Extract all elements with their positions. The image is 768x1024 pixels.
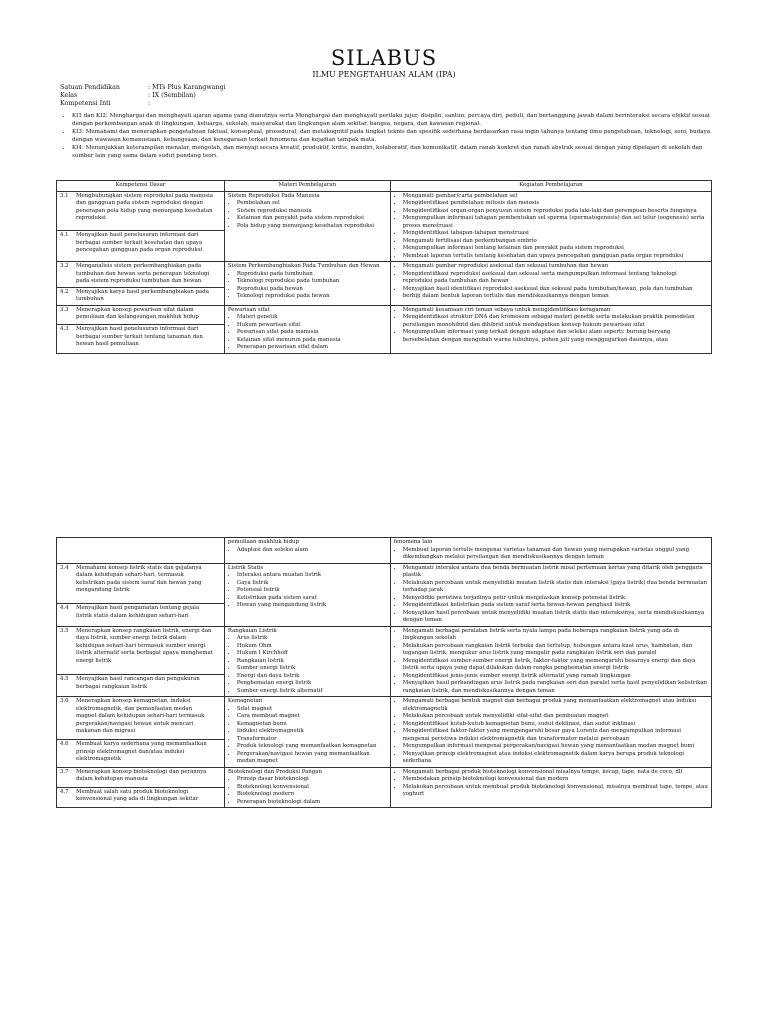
- materi-list: [228, 271, 387, 301]
- table-row: [57, 262, 712, 288]
- kegiatan-item: • Mengidentifikasi pembelahan mitosis dan meiosis: [403, 200, 708, 208]
- kegiatan-list: [394, 307, 708, 345]
- materi-item: • Materi genetik: [237, 314, 387, 322]
- meta-row: [60, 84, 226, 92]
- kd-number: 3.1: [60, 192, 69, 199]
- kegiatan-item: • Mengumpulkan informasi yang terkait dengan adaptasi dan seleksi alam seperti: burung beryang bersebelahan dengan mengubah warna tubuhnya, pohon jati yang menggugurkan daunnya, atau: [403, 329, 708, 344]
- table-row: [57, 767, 712, 787]
- materi-list: [228, 776, 387, 806]
- materi-item: • Pergerakan/navigasi hewan yang memanfaatkan medan magnet: [237, 751, 387, 766]
- kegiatan-item: • Melakukan percobaan rangkaian listrik terbuka dan tertutup, hubungan antara kuat arus, hambatan, dan tegangan listrik, mengukur arus listrik yang mengalir pada rangkaian listrik seri dan paralel: [403, 643, 708, 658]
- kegiatan-item: • Mengumpulkan informasi tentang kelainan dan penyakit pada sistem reproduksi: [403, 245, 708, 253]
- header-kompetensi-dasar: Kompetensi Dasar: [57, 181, 225, 192]
- materi-title: Listrik Statis: [227, 564, 264, 571]
- kd-number: 3.6: [60, 698, 69, 704]
- header-materi: Materi Pembelajaran: [224, 181, 390, 192]
- kd-number: 4.7: [60, 788, 69, 795]
- materi-item: • Hukum Ohm: [237, 643, 387, 651]
- materi-item: • Bioteknologi konvensional: [237, 784, 387, 792]
- table-header-row: [57, 181, 712, 192]
- materi-item: • Sifat magnet: [237, 706, 387, 714]
- kegiatan-item: • Mengidentifikasi kelistrikan pada sistem saraf serta hewan-hewan penghasil listrik: [403, 602, 708, 610]
- materi-cell: [224, 767, 390, 808]
- kd-text: Memahami konsep listrik statis dan gejalanya dalam kehidupan sehari-hari, termasuk kelistrikan pada sistem saraf dan hewan yang mengandung listrik: [76, 564, 202, 593]
- kd-text: Menyajikan hasil penelusuran informasi dari berbagai sumber terkait tentang tanaman dan hewan hasil pemuliaan: [76, 326, 203, 348]
- materi-item: • Kelistrikan pada sistem saraf: [237, 595, 387, 603]
- kegiatan-item: • Mengamati gambar/carta pembelahan sel: [403, 193, 708, 201]
- kd-text: Membuat salah satu produk bioteknologi konvensional yang ada di lingkungan sekitar: [76, 788, 199, 803]
- kd-number: 3.2: [60, 263, 69, 269]
- kd-cell: [57, 262, 225, 288]
- kegiatan-item: • Mengamati fertilisasi dan perkembangan embrio: [403, 238, 708, 246]
- kegiatan-cell: [390, 191, 711, 262]
- kd-cell: [57, 604, 225, 626]
- kegiatan-list: [394, 769, 708, 799]
- kd-cell: [57, 538, 225, 564]
- kegiatan-item: • Mengamati berbagai produk bioteknologi konvensional misalnya tempe, kecap, tape, nata de coco, dll: [403, 769, 708, 777]
- kd-number: 3.7: [60, 768, 69, 775]
- materi-item: • Interaksi antara muatan listrik: [237, 572, 387, 580]
- meta-row: [60, 92, 226, 100]
- kd-text: Menyajikan hasil penelusuran informasi dari berbagai sumber terkait kesehatan dan upaya pencegahan gangguan pada organ reproduksi: [76, 232, 203, 254]
- kegiatan-item: • Mengidentifikasi organ-organ penyusun sistem reproduksi pada laki-laki dan perempuan beserta fungsinya: [403, 208, 708, 216]
- kd-cell: [57, 740, 225, 767]
- kegiatan-cell: [390, 697, 711, 768]
- kd-text: Membuat karya sederhana yang memanfaatkan prinsip elektromagnet dan/atau induksi elektromagnetik: [76, 741, 207, 763]
- materi-title: Sistem Perkembangbiakan Pada Tumbuhan dan Hewan: [227, 263, 380, 269]
- materi-item: • Reproduksi pada tumbuhan: [237, 271, 387, 279]
- kegiatan-item: • Melakukan percobaan untuk menyelidiki sifat-sifat dan pembuatan magnet: [403, 713, 708, 721]
- kd-number: 4.3: [60, 326, 69, 333]
- materi-item: • Penghematan energi listrik: [237, 680, 387, 688]
- syllabus-table-1: [56, 180, 712, 354]
- kegiatan-item: • Mengamati interaksi antara dua benda bermuatan listrik misal pertemuan kertas yang ditarik oleh penggaris plastik: [403, 565, 708, 580]
- kd-text: Menganalisis sistem perkembangbiakan pada tumbuhan dan hewan serta penerapan teknologi pada sistem reproduksi tumbuhan dan hewan: [76, 263, 210, 284]
- materi-item: • Transformator: [237, 736, 387, 744]
- materi-item: • Kelainan sifat menurun pada manusia: [237, 337, 387, 345]
- kegiatan-item: • Melakukan percobaan untuk menyelidiki muatan listrik statis dan interaksi (gaya listrik) dua benda bermuatan terhadap jarak: [403, 580, 708, 595]
- kd-number: 4.2: [60, 288, 69, 295]
- materi-item: • Produk teknologi yang memanfaatkan kemagnetan: [237, 743, 387, 751]
- materi-item: • Pembelahan sel: [237, 200, 387, 208]
- kegiatan-item: • Mengidentifikasi faktor-faktor yang mempengaruhi besar gaya Lorentz dan mengumpulkan informasi mengenai peristiwa induksi elektromagnetik dan transformator melalui percobaan: [403, 728, 708, 743]
- materi-list: [228, 706, 387, 766]
- materi-cell: [224, 626, 390, 697]
- table-row: [57, 697, 712, 740]
- syllabus-table-2: [56, 537, 712, 808]
- materi-item: • Penerapan pewarisan sifat dalam: [237, 344, 387, 352]
- kd-text: Menerapkan konsep kemagnetan, induksi elektromagnetik, dan pemanfaatan medan magnet dalam kehidupan sehari-hari termasuk pergerakan/navigasi hewan untuk mencari makanan dan migrasi: [76, 698, 205, 734]
- kegiatan-item: • Mengumpulkan informasi mengenai pergerakan/navigasi hewan yang memanfaatkan medan magnet bumi: [403, 743, 708, 751]
- materi-title: Bioteknologi dan Produksi Pangan: [227, 768, 322, 775]
- materi-item: • Pola hidup yang menunjang kesehatan reproduksi: [237, 223, 387, 231]
- kegiatan-list: [394, 547, 708, 562]
- materi-list: [228, 572, 387, 610]
- kd-number: 4.5: [60, 676, 69, 683]
- materi-item: • Bioteknologi modern: [237, 791, 387, 799]
- materi-cell: [224, 563, 390, 626]
- materi-item: • Potensial listrik: [237, 587, 387, 595]
- kegiatan-cell: [390, 767, 711, 808]
- table-row: [57, 563, 712, 604]
- kegiatan-item: • Mengidentifikasi kutub-kutub kemagnetan bumi, sudut deklinasi, dan sudut inklinasi: [403, 721, 708, 729]
- kd-number: 4.4: [60, 605, 69, 612]
- kegiatan-item: • Mengamati berbagai peralatan listrik serta nyala lampu pada beberapa rangkaian listrik yang ada di lingkungan sekolah: [403, 628, 708, 643]
- materi-list: [228, 314, 387, 352]
- kegiatan-item: • Mengamati kesamaan ciri teman sebaya untuk mengidentifikasi keragaman: [403, 307, 708, 315]
- kd-cell: [57, 697, 225, 740]
- kegiatan-cell: [390, 563, 711, 626]
- materi-cell: [224, 538, 390, 564]
- table-row: [57, 305, 712, 325]
- kegiatan-item: • Mengidentifikasi struktur DNA dan kromosom sebagai materi genetik serta melakukan praktik pemodelan persilangan monohibrid dan dihibrid untuk mendapatkan konsep hukum pewarisan sifat: [403, 314, 708, 329]
- kegiatan-item: • Menyajikan hasil percobaan untuk menyelidiki muatan listrik statis dan interaksinya, serta mendiskusikannya dengan teman: [403, 610, 708, 625]
- kegiatan-list: [394, 263, 708, 301]
- materi-cell: [224, 191, 390, 262]
- kegiatan-item: • Mengumpulkan informasi tahapan pembentukan sel sperma (spermatogenesis) dan sel telur (oogenesis) serta proses menstruasi: [403, 215, 708, 230]
- meta-label: Kelas: [60, 92, 78, 100]
- materi-item: • Sumber energi listrik alternatif: [237, 688, 387, 696]
- materi-item: • Sumber energi listrik: [237, 665, 387, 673]
- kd-cell: [57, 787, 225, 807]
- materi-cell: [224, 262, 390, 306]
- kegiatan-item: • Mengamati gambar reproduksi aseksual dan seksual tumbuhan dan hewan: [403, 263, 708, 271]
- materi-cell: [224, 697, 390, 768]
- meta-block: [60, 84, 226, 109]
- kd-cell: [57, 305, 225, 325]
- materi-item: • Teknologi reproduksi pada hewan: [237, 293, 387, 301]
- meta-label: Kompetensi Inti: [60, 100, 111, 108]
- kd-cell: [57, 191, 225, 231]
- materi-title: pemuliaan makhluk hidup: [227, 539, 299, 545]
- table-row: [57, 191, 712, 231]
- table-row: [57, 538, 712, 564]
- ki-item: • KI1 dan KI2: Menghargai dan menghayati ajaran agama yang dianutnya serta Menghargai dan menghayati perilaku jujur, disiplin, santun, percaya diri, peduli, dan bertanggung jawab dalam berinteraksi secara efektif sesuai dengan perkembangan anak di lingkungan, keluarga, sekolah, masyarakat dan lingkungan alam sekitar, bangsa, negara, dan kawasan regional.: [72, 112, 724, 128]
- meta-row: [60, 100, 226, 108]
- kegiatan-cell: [390, 305, 711, 353]
- materi-item: • Reproduksi pada hewan: [237, 286, 387, 294]
- kd-cell: [57, 626, 225, 675]
- materi-item: • Teknologi reproduksi pada tumbuhan: [237, 278, 387, 286]
- kd-cell: [57, 287, 225, 305]
- kegiatan-item: • Membuat laporan tertulis mengenai varietas tanaman dan hewan yang merupakan varietas unggul yang dikembangkan melalui persilangan dan mendiskusikannya dengan teman: [403, 547, 708, 562]
- materi-item: • Hewan yang mengandung listrik: [237, 602, 387, 610]
- materi-item: • Rangkaian listrik: [237, 658, 387, 666]
- kd-number: 3.5: [60, 627, 69, 634]
- kegiatan-item: • Mengidentifikasi sumber-sumber energi listrik, faktor-faktor yang memengaruhi besarnya energi dan daya listrik serta upaya yang dapat dilakukan dalam rangka penghematan energi listrik: [403, 658, 708, 673]
- materi-item: • Pewarisan sifat pada manusia: [237, 329, 387, 337]
- materi-cell: [224, 305, 390, 353]
- kd-text: Menerapkan konsep bioteknologi dan perannya dalam kehidupan manusia: [76, 768, 207, 782]
- materi-item: • Sistem reproduksi manusia: [237, 208, 387, 216]
- materi-item: • Energi dan daya listrik: [237, 673, 387, 681]
- kd-text: Menghubungkan sistem reproduksi pada manusia dan gangguan pada sistem reproduksi dengan penerapan pola hidup yang menunjang kesehatan reproduksi: [76, 192, 213, 221]
- kegiatan-item: • Melakukan percobaan untuk membuat produk bioteknologi konvensional, misalnya membuat tape, tempe, atau yoghurt: [403, 784, 708, 799]
- materi-item: • Penerapan bioteknologi dalam: [237, 799, 387, 807]
- kd-number: 3.3: [60, 306, 69, 313]
- kd-cell: [57, 767, 225, 787]
- kd-text: Menyajikan hasil rancangan dan pengukuran berbagai rangkaian listrik: [76, 676, 200, 690]
- kd-cell: [57, 563, 225, 604]
- meta-value: : IX (Sembilan): [148, 92, 196, 100]
- materi-title: Kemagnetan: [227, 698, 263, 704]
- kd-number: 3.4: [60, 564, 69, 571]
- ki-item: • KI3: Memahami dan menerapkan pengetahuan faktual, konseptual, prosedural, dan metakognitif pada tingkat teknis dan spesifik sederhana berdasarkan rasa ingin tahunya tentang ilmu pengetahuan, teknologi, seni, budaya dengan wawasan kemanusiaan, kebangsaan, dan kenegaraan terkait fenomena dan kejadian tampak mata.: [72, 128, 724, 144]
- materi-item: • Adaptasi dan seleksi alam: [237, 547, 387, 555]
- kd-cell: [57, 231, 225, 262]
- kegiatan-item: • Membuat laporan tertulis tentang kesehatan dan upaya pencegahan gangguan pada organ reproduksi: [403, 253, 708, 261]
- materi-title: Pewarisan sifat: [227, 306, 270, 313]
- meta-label: Satuan Pendidikan: [60, 84, 120, 91]
- kegiatan-cell: [390, 262, 711, 306]
- kegiatan-item: • Mengidentifikasi reproduksi aseksual dan seksual serta mengumpulkan informasi tentang teknologi reproduksi pada tumbuhan dan hewan: [403, 271, 708, 286]
- kd-number: 4.1: [60, 232, 69, 239]
- kegiatan-list: [394, 565, 708, 625]
- kegiatan-lead: fenomena lain: [393, 539, 433, 545]
- kd-text: Menyajikan hasil pengamatan tentang gejala listrik statis dalam kehidupan sehari-hari: [76, 605, 200, 619]
- ki-item: • KI4: Menunjukkan keterampilan menalar, mengolah, dan menyaji secara kreatif, produktif, kritis, mandiri, kolaboratif, dan komunikatif, dalam ranah konkret dan ranah abstrak sesuai dengan yang dipelajari di sekolah dan sumber lain yang sama dalam sudut pandang teori.: [72, 144, 724, 160]
- materi-item: • Arus listrik: [237, 635, 387, 643]
- kd-number: 4.6: [60, 741, 69, 748]
- meta-value: : MTs Plus Karangwangi: [148, 84, 226, 91]
- kegiatan-cell: [390, 626, 711, 697]
- table-row: [57, 626, 712, 675]
- kegiatan-item: • Mengidentifikasi tahapan-tahapan menstruasi: [403, 230, 708, 238]
- kegiatan-list: [394, 193, 708, 261]
- kegiatan-item: • Membedakan prinsip bioteknologi konvensional dan modern: [403, 776, 708, 784]
- kegiatan-item: • Menyajikan hasil perbandingan arus listrik pada rangkaian seri dan paralel serta hasil penyelidikan kelistrikan rangkaian listrik, dan mendiskusikannya dengan teman: [403, 680, 708, 695]
- kompetensi-inti-list: [58, 112, 724, 160]
- kd-cell: [57, 325, 225, 353]
- meta-value: :: [148, 100, 151, 108]
- kd-text: Menerapkan konsep rangkaian listrik, energi dan daya listrik, sumber energi listrik dalam kehidupan sehari-hari termasuk sumber energi listrik alternatif serta berbagai upaya menghemat energi listrik: [76, 627, 213, 664]
- kd-text: Menerapkan konsep pewarisan sifat dalam pemuliaan dan kelangsungan makhluk hidup: [76, 306, 199, 320]
- kegiatan-list: [394, 628, 708, 696]
- materi-item: • Hukum I Kirchhoff: [237, 650, 387, 658]
- page-subtitle: ILMU PENGETAHUAN ALAM (IPA): [312, 70, 456, 79]
- materi-item: • Kelainan dan penyakit pada sistem reproduksi: [237, 215, 387, 223]
- kegiatan-item: • Menyelidiki peristiwa terjadinya petir untuk menjelaskan konsep potensial listrik: [403, 595, 708, 603]
- materi-item: • Hukum pewarisan sifat: [237, 322, 387, 330]
- materi-item: • Cara membuat magnet: [237, 713, 387, 721]
- kegiatan-item: • Mengidentifikasi jenis-jenis sumber energi listrik alternatif yang ramah lingkungan: [403, 673, 708, 681]
- materi-title: Sistem Reproduksi Pada Manusia: [227, 192, 320, 199]
- materi-title: Rangkaian Listrik: [227, 627, 277, 634]
- materi-item: • Induksi elektromagnetik: [237, 728, 387, 736]
- materi-list: [228, 200, 387, 230]
- header-kegiatan: Kegiatan Pembelajaran: [390, 181, 711, 192]
- materi-list: [228, 635, 387, 695]
- kd-text: Menyajikan karya hasil perkembangbiakan pada tumbuhan: [76, 288, 209, 302]
- materi-item: • Prinsip dasar bioteknologi: [237, 776, 387, 784]
- materi-item: • Gaya listrik: [237, 580, 387, 588]
- kegiatan-list: [394, 698, 708, 766]
- kegiatan-item: • Menyajikan hasil identifikasi reproduksi aseksual dan seksual pada tumbuhan/hewan, pola dan tumbuhan berbiji dalam bentuk laporan tertulis dan mendiskusikannya dengan teman: [403, 286, 708, 301]
- kegiatan-cell: [390, 538, 711, 564]
- kegiatan-item: • Menyajikan prinsip elektromagnet atau induksi elektromagnetik dalam karya berupa produk teknologi sederhana: [403, 751, 708, 766]
- materi-item: • Kemagnetan bumi: [237, 721, 387, 729]
- page-title: SILABUS: [330, 46, 438, 70]
- materi-list: [228, 547, 387, 555]
- kegiatan-item: • Mengamati berbagai bentuk magnet dan berbagai produk yang memanfaatkan elektromagnet atau induksi elektromagnetik: [403, 698, 708, 713]
- kd-cell: [57, 675, 225, 697]
